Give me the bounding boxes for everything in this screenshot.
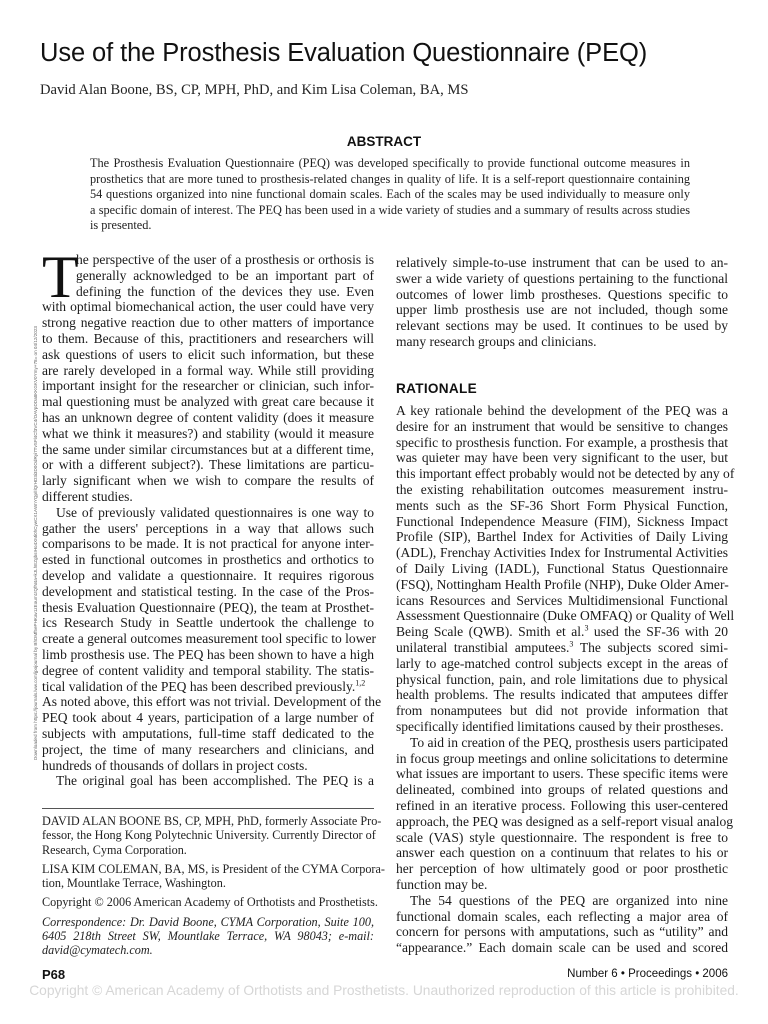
body-line: outcomes of lower limb prostheses. Questions specific to [396, 286, 728, 302]
body-line: to them. Because of this, practitioners and researchers will [42, 330, 374, 346]
body-line-text: used the SF-36 with 20 [588, 624, 728, 640]
body-line: (FSQ), Nottingham Health Profile (NHP), Duke Older Amer- [396, 576, 729, 592]
body-line: strong negative reaction due to other matters of importance [42, 315, 374, 331]
left-column [42, 244, 382, 789]
footnotes [42, 814, 385, 958]
body-line: Functional Independence Measure (FIM), Sickness Impact [396, 513, 728, 529]
body-line: Use of previously validated questionnaires is one way to [56, 504, 374, 520]
footnote-coleman [42, 861, 385, 891]
body-paragraph [396, 255, 728, 350]
body-paragraph [42, 504, 382, 774]
body-line: gather the users' perceptions in a way that allows such [42, 520, 374, 536]
body-line: this important effect probably would not be detected by any of [396, 466, 735, 482]
body-line: desire for an instrument that would be sensitive to changes [396, 418, 728, 434]
intro-paragraph [42, 244, 374, 505]
abstract-line: The Prosthesis Evaluation Questionnaire (PEQ) was developed specifically to provide functional outcome measures in [90, 156, 690, 170]
body-line: “appearance.” Each domain scale can be used and scored [396, 940, 728, 956]
citation-ref: 3 [584, 623, 589, 633]
body-line: of Daily Living (IADL), Functional Status Questionnaire [396, 560, 728, 576]
body-line: ments such as the SF-36 Short Form Physical Function, [396, 497, 728, 513]
body-line: answer each question on a continuum that relates to his or [396, 845, 728, 861]
body-line: swer a wide variety of questions pertaining to the functional [396, 270, 728, 286]
body-line: specifically identified limitations caused by their prostheses. [396, 718, 724, 734]
body-line: function may be. [396, 876, 488, 892]
body-line: many research groups and clinicians. [396, 333, 597, 349]
body-line: upper limb prosthesis use are not included, though some [396, 302, 728, 318]
section-heading-rationale: RATIONALE [396, 381, 477, 396]
body-line: icans Resources and Services Multidimensional Functional [396, 592, 728, 608]
body-paragraph [396, 403, 735, 735]
body-paragraph [396, 734, 734, 893]
body-line: what we think it measures?) and stability (would it measure [42, 425, 374, 441]
footnote-line: Research, Cyma Corporation. [42, 842, 187, 857]
body-line: with optimal biomechanical action, the user could have very [42, 299, 374, 315]
footnote-boone [42, 814, 382, 857]
body-line: from nonamputees but did not provide information that [396, 703, 728, 719]
body-line: ask questions of users to elicit such information, but these [42, 346, 374, 362]
body-line: The 54 questions of the PEQ are organized into nine [410, 892, 728, 908]
download-stamp: Downloaded from https://journals.lww.com/jpojournal by BhDMf5ePHKav1zEoum1tQfN4a+kJLhEZgbsIHo4XMi0hCywCX1AWnYQp/IlQrHD3i3D0OdRyi7TvSFl4Cf3VC4/OAVpDDa8KKGKV0Ymy+78= on 04/12/2023 [33, 326, 38, 760]
body-line: approach, the PEQ was designed as a self-report visual analog [396, 813, 734, 829]
body-line: scale (VAS) style questionnaire. The respondent is free to [396, 829, 728, 845]
body-line-text: unilateral transtibial amputees. [396, 639, 570, 655]
footnote-line: DAVID ALAN BOONE BS, CP, MPH, PhD, formerly Associate Pro- [42, 814, 382, 828]
footnote-copyright [42, 895, 378, 910]
abstract-line: 54 questions organized into nine functional domain scales. Each of the scales may be used individually to measure only [90, 187, 690, 201]
footnote-line: Correspondence: Dr. David Boone, CYMA Corporation, Suite 100, [42, 914, 374, 929]
body-line: thesis Evaluation Questionnaire (PEQ), the team at Prosthet- [42, 599, 374, 615]
body-line: hundreds of thousands of dollars in project costs. [42, 757, 308, 773]
body-line: limb prosthesis use. The PEQ has been shown to have a high [42, 646, 374, 662]
drop-cap: T [42, 244, 79, 310]
footnote-line: LISA KIM COLEMAN, BA, MS, is President of the CYMA Corpora- [42, 861, 385, 876]
body-line: was quieter may have been very significant to the user, but [396, 450, 728, 466]
body-line [396, 624, 728, 640]
body-line-text: Being Scale (QWB). Smith et al. [396, 624, 585, 640]
citation-ref: 1,2 [355, 678, 366, 687]
citation-ref: 3 [569, 639, 574, 649]
body-line: the existing rehabilitation outcomes measurement instru- [396, 481, 728, 497]
body-line: The original goal has been accomplished. The PEQ is a [56, 773, 374, 789]
footnote-line: tion, Mountlake Terrace, Washington. [42, 876, 226, 891]
body-line: comparisons to be made. It is not practical for anyone inter- [42, 536, 374, 552]
body-line: Assessment Questionnaire (Duke OMFAQ) or Quality of Well [396, 608, 735, 624]
body-line: develop and validate a questionnaire. It requires rigorous [42, 567, 374, 583]
body-line: what issues are important to users. These specific items were [396, 766, 728, 782]
body-line: physical function, pain, and role limitations due to physical [396, 671, 728, 687]
body-line: Profile (SIP), Barthel Index for Activities of Daily Living [396, 529, 728, 545]
body-line: create a general outcomes measurement tool specific to lower [42, 631, 377, 647]
body-line: subjects with amputations, full-time staff dedicated to the [42, 725, 374, 741]
footnote-line: Copyright © 2006 American Academy of Orthotists and Prosthetists. [42, 895, 378, 910]
body-line: A key rationale behind the development of the PEQ was a [396, 403, 728, 418]
body-line: larly to age-matched control subjects except in the areas of [396, 655, 728, 671]
body-line: To aid in creation of the PEQ, prosthesis users participated [410, 734, 729, 750]
body-line: in focus group meetings and online solicitations to determine [396, 750, 728, 766]
body-line: her perception of how ultimately good or poor prosthetic [396, 861, 728, 877]
body-line: he perspective of the user of a prosthesis or orthosis is [76, 252, 374, 267]
abstract-line: prosthetics that are more tuned to prosthesis-related changes in quality of life. It is a self-report questionnaire containing [90, 171, 690, 186]
footnote-correspondence [42, 915, 374, 958]
body-paragraph [42, 773, 374, 789]
body-line-text: The subjects scored simi- [573, 639, 728, 655]
body-line: delineated, combined into groups of related questions and [396, 782, 728, 798]
body-line: or with a different subject?). These limitations are particu- [42, 457, 374, 473]
body-line: important insight for the researcher or clinician, such infor- [42, 378, 374, 394]
body-line: larly significant when we wish to compare the results of [42, 473, 374, 489]
footnote-divider [42, 808, 374, 809]
right-column [396, 255, 728, 350]
body-line: functional domain scales, each reflecting a major area of [396, 908, 728, 924]
body-line: ics Research Study in Seattle undertook the challenge to [42, 615, 374, 631]
body-line: relevant sections may be used. It continues to be used by [396, 318, 728, 334]
body-line: development and statistical testing. In the case of the Pros- [42, 583, 374, 599]
issue-info: Number 6 • Proceedings • 2006 [567, 968, 728, 980]
body-line: (ADL), Frenchay Activities Index for Instrumental Activities [396, 545, 728, 561]
body-line: project, the time of many researchers and clinicians, and [42, 741, 374, 757]
body-line: are rarely developed in a formal way. While still providing [42, 362, 374, 378]
abstract-heading: ABSTRACT [346, 134, 422, 149]
author-line: David Alan Boone, BS, CP, MPH, PhD, and Kim Lisa Coleman, BA, MS [40, 82, 469, 98]
body-line: defining the function of the devices they use. Even [76, 283, 374, 299]
body-line: relatively simple-to-use instrument that can be used to an- [396, 255, 728, 270]
page-number: P68 [42, 967, 66, 982]
body-line: specific to prosthesis function. For example, a prosthesis that [396, 434, 728, 450]
copyright-watermark: Copyright © American Academy of Orthotists and Prosthetists. Unauthorized reproduction of this article is prohibited. [29, 983, 739, 998]
body-line: concern for persons with amputations, such as “utility” and [396, 924, 728, 940]
body-line: refined in an iterative process. Following this user-centered [396, 797, 728, 813]
abstract-line: is presented. [90, 218, 152, 232]
body-line: ested in functional outcomes in prosthetics and orthotics to [42, 552, 374, 568]
body-line: has an unknown degree of content validity (does it measure [42, 409, 374, 425]
body-line: mal questioning must be analyzed with great care because it [42, 394, 374, 410]
body-line-text: tical validation of the PEQ has been described previously. [42, 678, 356, 694]
rationale-section [396, 403, 735, 956]
footnote-email[interactable]: david@cymatech.com. [42, 943, 153, 958]
paper-title: Use of the Prosthesis Evaluation Questionnaire (PEQ) [40, 39, 648, 67]
footnote-line: fessor, the Hong Kong Polytechnic University. Currently Director of [42, 828, 376, 843]
body-line [396, 640, 728, 656]
body-line: As noted above, this effort was not trivial. Development of the [42, 694, 382, 710]
footnote-line: 6405 218th Street SW, Mountlake Terrace, WA 98043; e-mail: [42, 929, 374, 944]
abstract-text [90, 156, 690, 234]
body-paragraph [396, 893, 728, 956]
body-line: generally acknowledged to be an important part of [76, 267, 374, 283]
body-line: the same under similar circumstances but at a different time, [42, 441, 374, 457]
body-line: PEQ took about 4 years, participation of a large number of [42, 710, 374, 726]
body-line: health problems. The results indicated that amputees differ [396, 687, 728, 703]
body-line [42, 679, 374, 695]
abstract-line: a specific domain of interest. The PEQ has been used in a wide variety of studies and a summary of results across studies [90, 202, 690, 217]
body-line: different studies. [42, 488, 133, 504]
body-line: degree of content validity and temporal stability. The statis- [42, 662, 374, 678]
